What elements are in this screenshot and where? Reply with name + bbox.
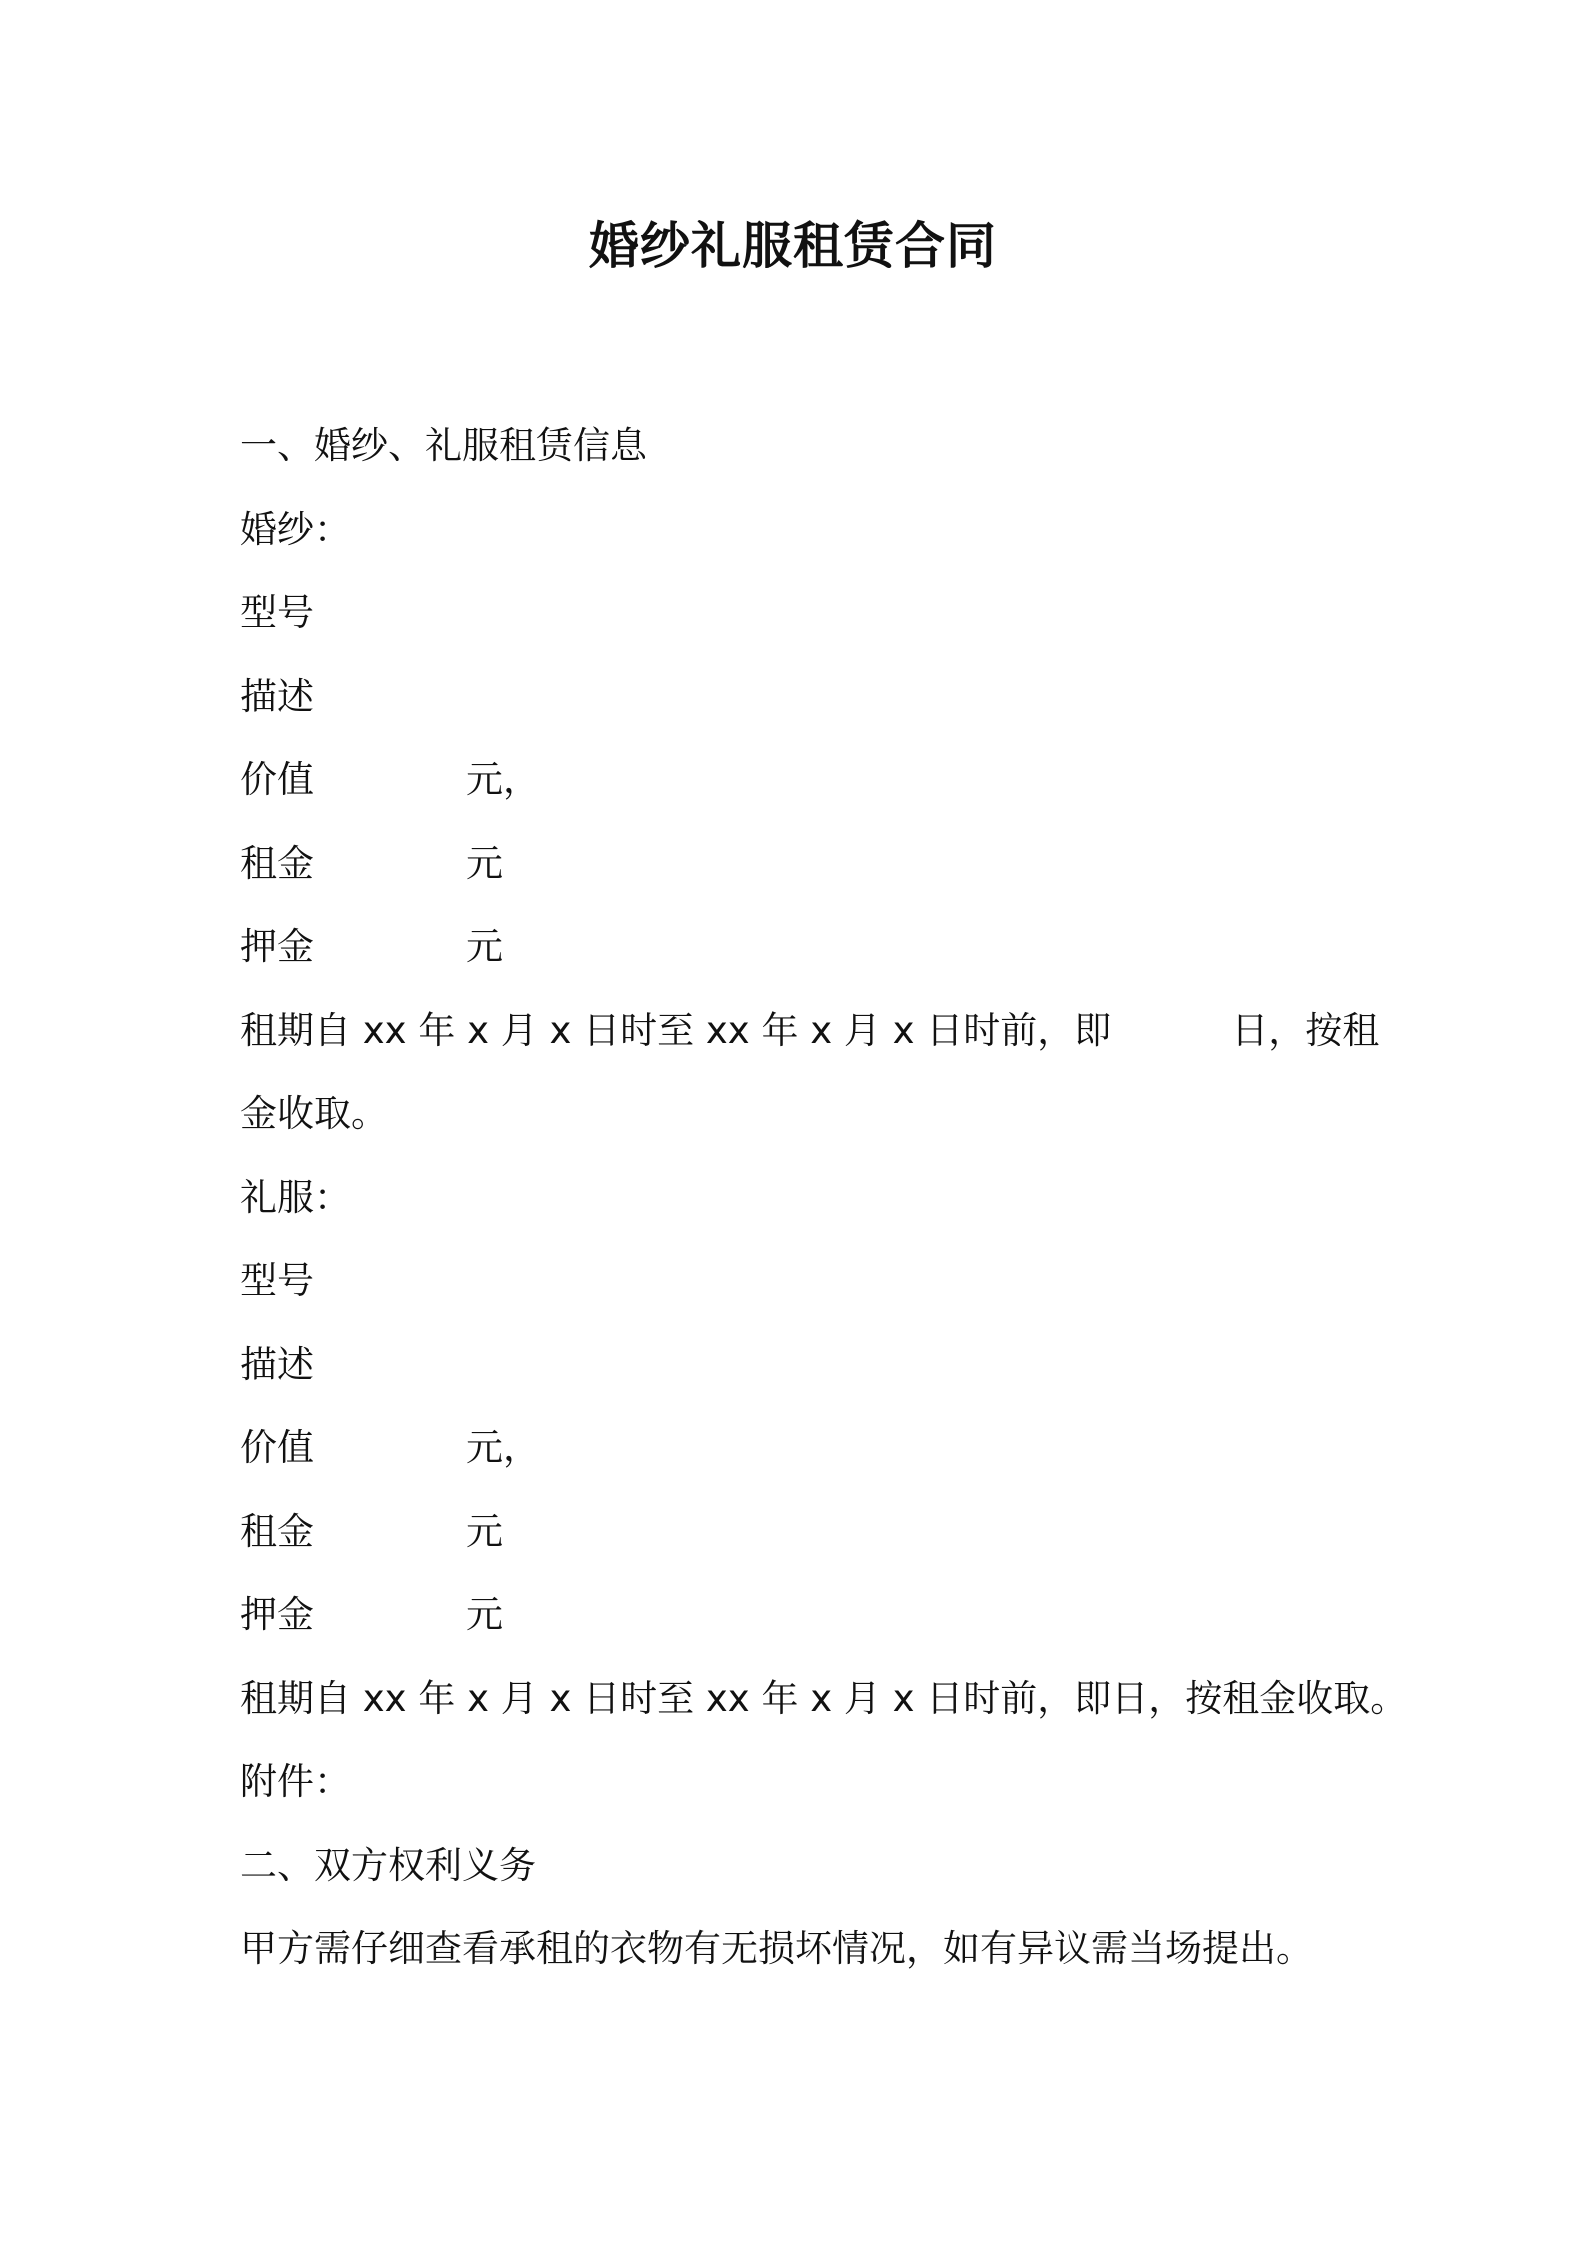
wedding-dress-value-row	[240, 738, 1370, 822]
wedding-dress-period-continuation: 金收取。	[240, 1092, 388, 1135]
formal-dress-value-label: 价值	[240, 1426, 314, 1469]
formal-dress-period: 租期自 xx 年 x 月 x 日时至 xx 年 x 月 x 日时前，即日，按租金收取。	[240, 1676, 1408, 1720]
formal-dress-rent-unit: 元	[466, 1509, 503, 1553]
wedding-dress-period-row	[240, 989, 1380, 1073]
wedding-dress-label: 婚纱：	[240, 507, 351, 551]
section1-heading: 一、婚纱、礼服租赁信息	[240, 424, 647, 467]
document-body	[240, 404, 1408, 1991]
attachment-label: 附件：	[240, 1760, 351, 1803]
formal-dress-deposit-label: 押金	[240, 1593, 314, 1636]
formal-dress-value-row	[240, 1406, 1370, 1490]
formal-dress-model: 型号	[240, 1259, 314, 1302]
wedding-dress-deposit-unit: 元	[466, 925, 503, 968]
formal-dress-deposit-unit: 元	[466, 1593, 503, 1636]
section2-heading: 二、双方权利义务	[240, 1843, 536, 1887]
wedding-dress-rent-row	[240, 822, 1370, 906]
formal-dress-description: 描述	[240, 1342, 314, 1386]
formal-dress-deposit-row	[240, 1573, 1370, 1657]
wedding-dress-model: 型号	[240, 591, 314, 634]
document-title: 婚纱礼服租赁合同	[589, 217, 997, 275]
wedding-dress-period-part1: 租期自 xx 年 x 月 x 日时至 xx 年 x 月 x 日时前，即	[240, 1008, 1112, 1052]
formal-dress-label: 礼服：	[240, 1175, 351, 1219]
wedding-dress-value-label: 价值	[240, 758, 314, 801]
wedding-dress-description: 描述	[240, 674, 314, 718]
wedding-dress-value-unit: 元，	[466, 758, 540, 801]
wedding-dress-deposit-label: 押金	[240, 925, 314, 968]
formal-dress-value-unit: 元，	[466, 1426, 540, 1469]
formal-dress-rent-row	[240, 1490, 1370, 1574]
section2-clause1: 甲方需仔细查看承租的衣物有无损坏情况，如有异议需当场提出。	[240, 1927, 1313, 1970]
wedding-dress-rent-unit: 元	[466, 841, 503, 885]
formal-dress-rent-label: 租金	[240, 1509, 314, 1553]
wedding-dress-rent-label: 租金	[240, 841, 314, 885]
wedding-dress-deposit-row	[240, 905, 1370, 989]
wedding-dress-period-part2: 日，按租	[1231, 1008, 1380, 1052]
